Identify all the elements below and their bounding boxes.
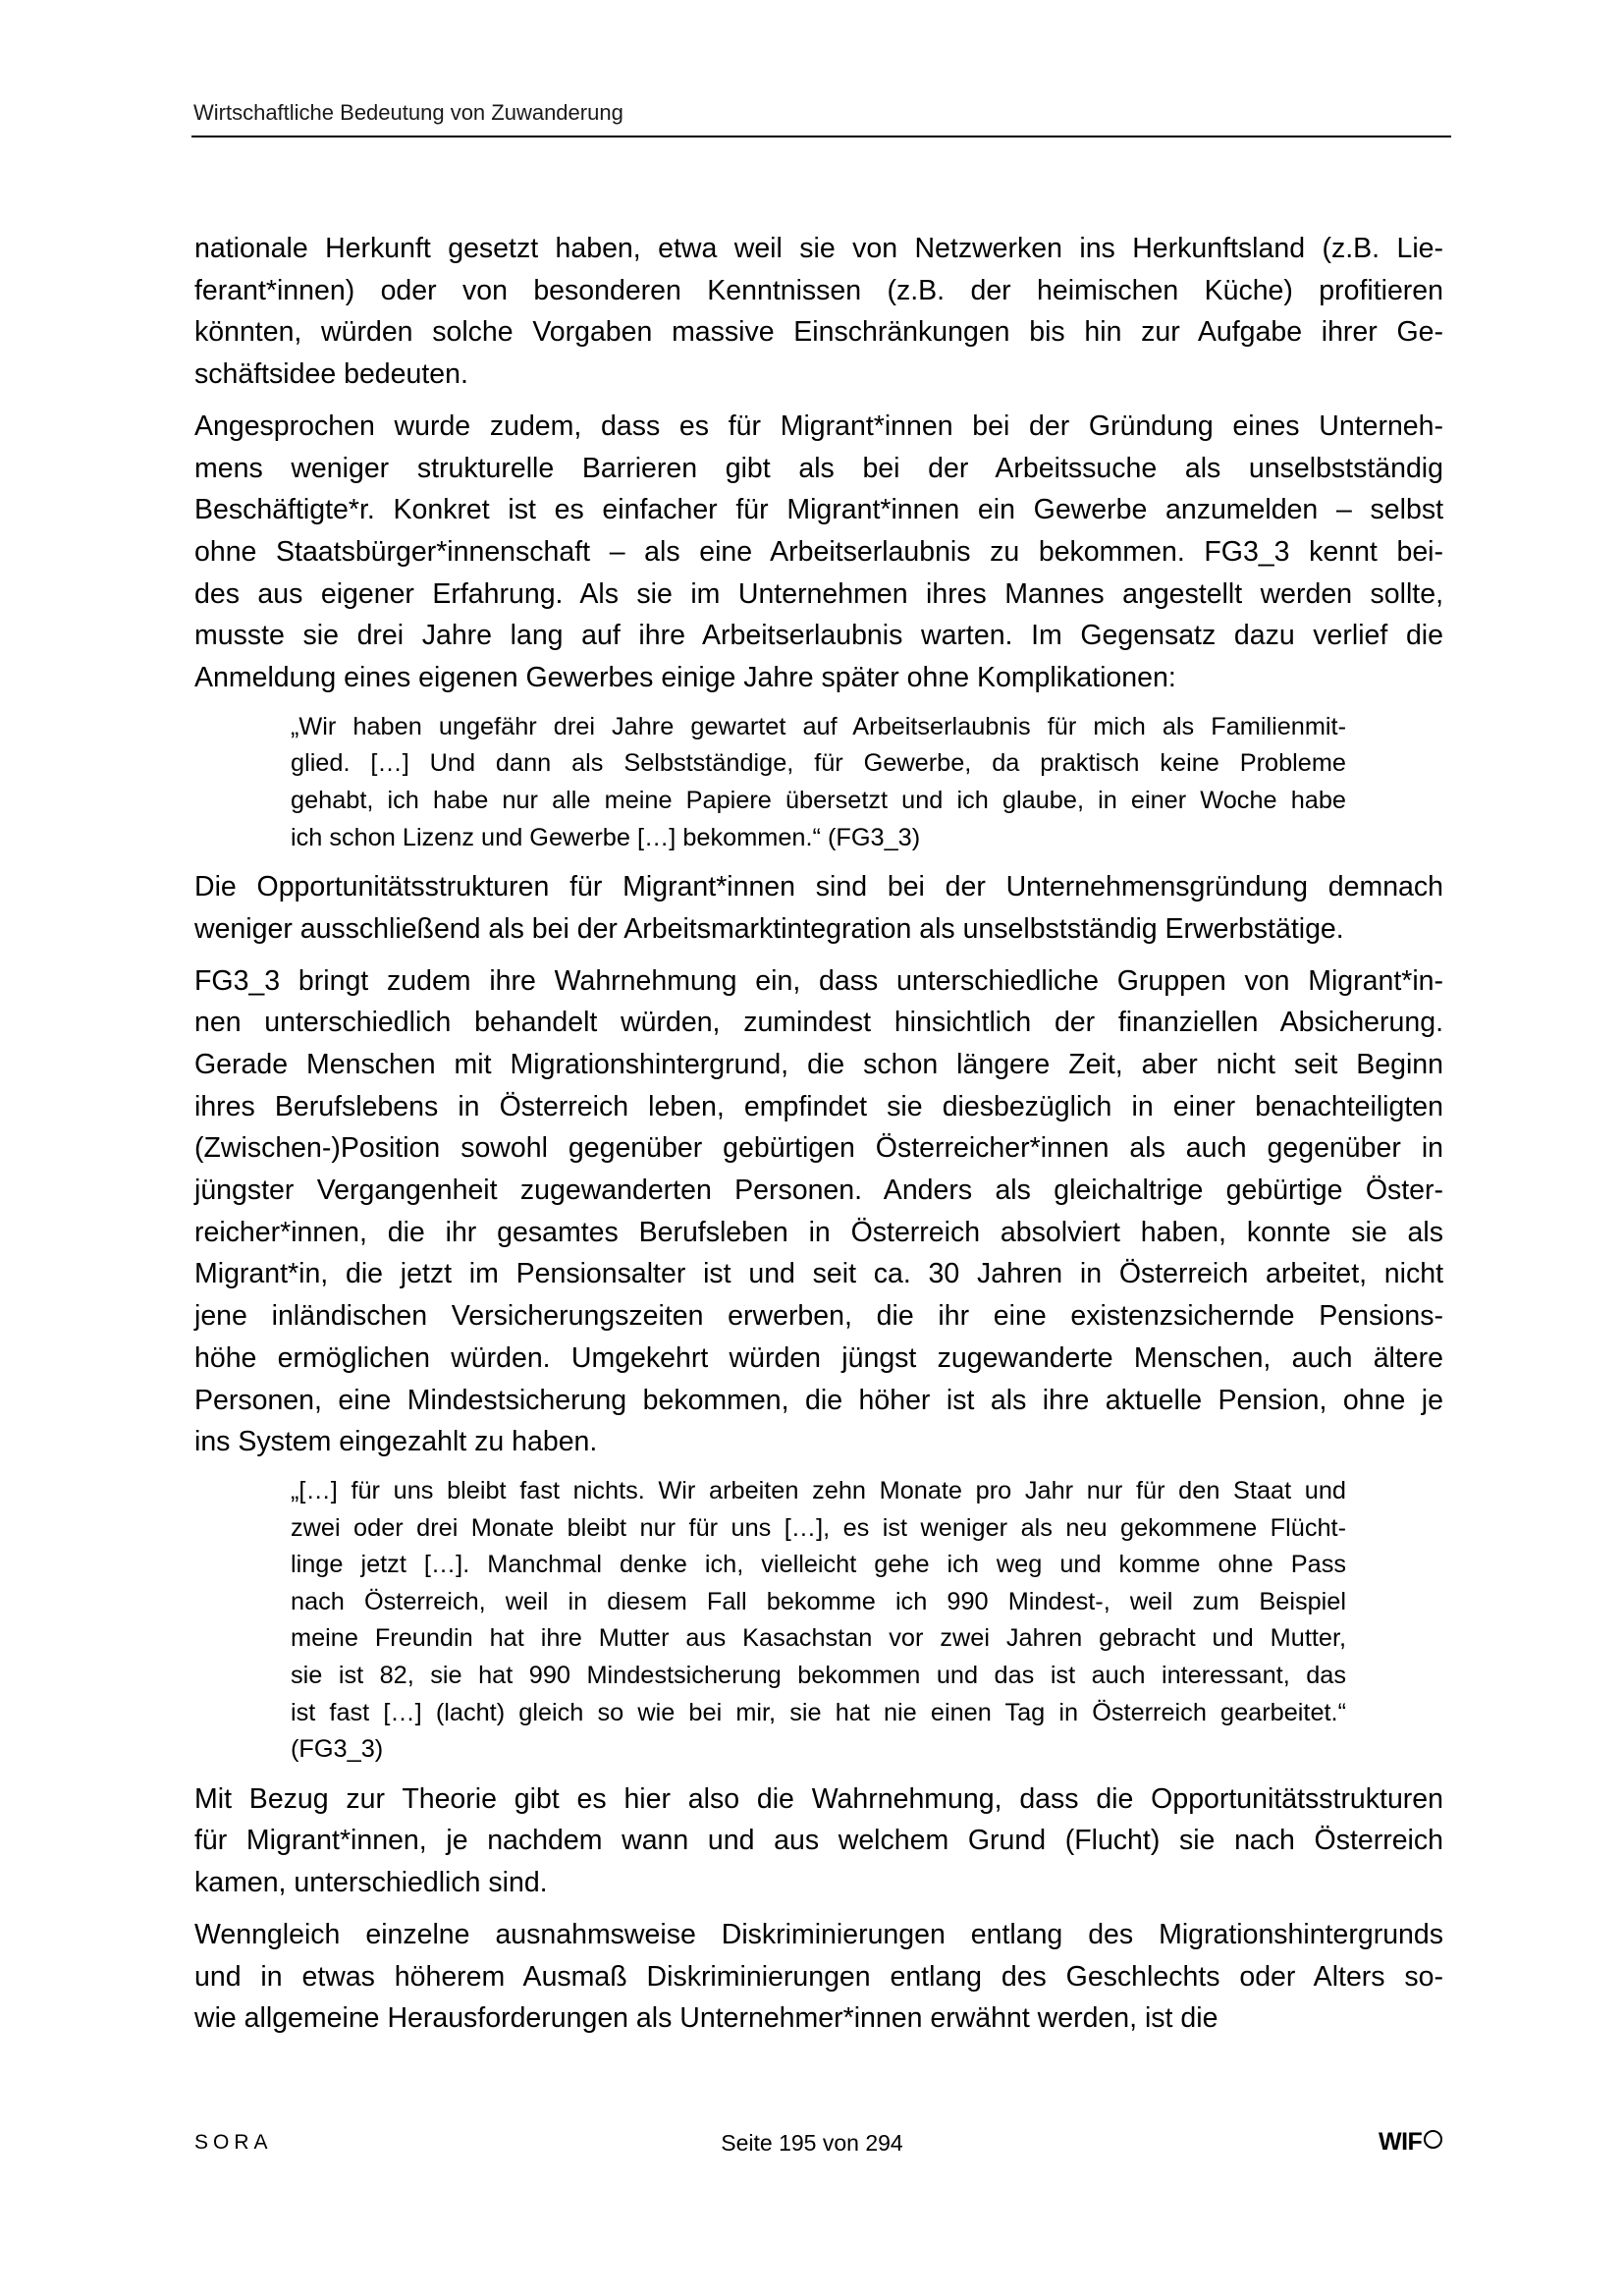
wifo-logo [1379,2128,1442,2156]
text-line: mens weniger strukturelle Barrieren gibt als bei der Arbeitssuche als unselbstständig [194,452,1443,484]
paragraph [194,228,1443,396]
text-line: Beschäftigte*r. Konkret ist es einfacher für Migrant*innen ein Gewerbe anzumelden – selbst [194,494,1443,526]
quote-line: linge jetzt […]. Manchmal denke ich, vielleicht gehe ich weg und komme ohne Pass [291,1551,1346,1579]
quote-line: ich schon Lizenz und Gewerbe […] bekommen.“ (FG3_3) [291,823,921,851]
text-line: FG3_3 bringt zudem ihre Wahrnehmung ein, dass unterschiedliche Gruppen von Migrant*in- [194,964,1443,997]
block-quote [291,709,1346,856]
page-number: Seite 195 von 294 [721,2130,903,2156]
paragraph [194,866,1443,950]
paragraph [194,1778,1443,1904]
quote-line: „[…] für uns bleibt fast nichts. Wir arbeiten zehn Monate pro Jahr nur für den Staat und [291,1476,1346,1504]
text-line: Angesprochen wurde zudem, dass es für Migrant*innen bei der Gründung eines Unterneh- [194,410,1443,442]
quote-line: meine Freundin hat ihre Mutter aus Kasachstan vor zwei Jahren gebracht und Mutter, [291,1624,1346,1653]
paragraph [194,406,1443,699]
text-line: Mit Bezug zur Theorie gibt es hier also die Wahrnehmung, dass die Opportunitätsstrukturen [194,1782,1443,1815]
text-line: ins System eingezahlt zu haben. [194,1426,598,1458]
text-line: reicher*innen, die ihr gesamtes Berufsleben in Österreich absolviert haben, konnte sie als [194,1216,1443,1248]
text-line: nationale Herkunft gesetzt haben, etwa weil sie von Netzwerken ins Herkunftsland (z.B. Lie- [194,233,1443,264]
text-line: höhe ermöglichen würden. Umgekehrt würden jüngst zugewanderte Menschen, auch ältere [194,1341,1443,1374]
quote-line: (FG3_3) [291,1735,384,1764]
logo-text: WIF [1379,2128,1423,2156]
text-line: könnten, würden solche Vorgaben massive Einschränkungen bis hin zur Aufgabe ihrer Ge- [194,316,1443,349]
page-body [194,228,1443,2050]
text-line: kamen, unterschiedlich sind. [194,1867,548,1899]
text-line: Personen, eine Mindestsicherung bekommen, die höher ist als ihre aktuelle Pension, ohne je [194,1384,1443,1416]
text-line: ferant*innen) oder von besonderen Kenntnissen (z.B. der heimischen Küche) profitieren [194,274,1443,306]
text-line: für Migrant*innen, je nachdem wann und aus welchem Grund (Flucht) sie nach Österreich [194,1825,1443,1857]
text-line: schäftsidee bedeuten. [194,358,468,391]
text-line: Die Opportunitätsstrukturen für Migrant*innen sind bei der Unternehmensgründung demnach [194,871,1443,903]
text-line: des aus eigener Erfahrung. Als sie im Unternehmen ihres Mannes angestellt werden sollte, [194,577,1443,610]
quote-line: nach Österreich, weil in diesem Fall bekomme ich 990 Mindest-, weil zum Beispiel [291,1587,1346,1615]
quote-line: gehabt, ich habe nur alle meine Papiere übersetzt und ich glaube, in einer Woche habe [291,786,1346,814]
text-line: weniger ausschließend als bei der Arbeitsmarktintegration als unselbstständig Erwerbstätige. [194,912,1344,945]
footer-publisher: SORA [194,2131,273,2154]
logo-circle-icon [1424,2130,1442,2149]
text-line: jüngster Vergangenheit zugewanderten Personen. Anders als gleichaltrige gebürtige Öster- [194,1175,1443,1207]
paragraph [194,960,1443,1463]
text-line: nen unterschiedlich behandelt würden, zumindest hinsichtlich der finanziellen Absicherung. [194,1007,1443,1039]
text-line: Gerade Menschen mit Migrationshintergrund, die schon längere Zeit, aber nicht seit Beginn [194,1048,1443,1080]
text-line: Anmeldung eines eigenen Gewerbes einige Jahre später ohne Komplikationen: [194,662,1176,694]
text-line: (Zwischen-)Position sowohl gegenüber gebürtigen Österreicher*innen als auch gegenüber in [194,1132,1443,1165]
quote-line: zwei oder drei Monate bleibt nur für uns […], es ist weniger als neu gekommene Flücht- [291,1513,1346,1542]
text-line: und in etwas höherem Ausmaß Diskriminierungen entlang des Geschlechts oder Alters so- [194,1960,1443,1993]
text-line: Wenngleich einzelne ausnahmsweise Diskriminierungen entlang des Migrationshintergrunds [194,1918,1443,1950]
text-line: ohne Staatsbürger*innenschaft – als eine Arbeitserlaubnis zu bekommen. FG3_3 kennt bei- [194,535,1443,568]
text-line: Migrant*in, die jetzt im Pensionsalter ist und seit ca. 30 Jahren in Österreich arbeitet, nicht [194,1258,1443,1290]
quote-line: sie ist 82, sie hat 990 Mindestsicherung bekommen und das ist auch interessant, das [291,1661,1346,1689]
block-quote [291,1473,1346,1769]
running-header: Wirtschaftliche Bedeutung von Zuwanderung [193,100,623,125]
text-line: ihres Berufslebens in Österreich leben, empfindet sie diesbezüglich in einer benachteiligten [194,1090,1443,1122]
quote-line: glied. […] Und dann als Selbstständige, für Gewerbe, da praktisch keine Probleme [291,749,1346,778]
paragraph [194,1914,1443,2040]
text-line: wie allgemeine Herausforderungen als Unternehmer*innen erwähnt werden, ist die [194,2002,1218,2035]
quote-line: „Wir haben ungefähr drei Jahre gewartet auf Arbeitserlaubnis für mich als Familienmit- [291,712,1346,740]
quote-line: ist fast […] (lacht) gleich so wie bei mir, sie hat nie einen Tag in Österreich gearbeitet.“ [291,1698,1346,1726]
header-divider [191,136,1451,137]
text-line: musste sie drei Jahre lang auf ihre Arbeitserlaubnis warten. Im Gegensatz dazu verlief die [194,620,1443,652]
text-line: jene inländischen Versicherungszeiten erwerben, die ihr eine existenzsichernde Pensions- [194,1300,1443,1333]
